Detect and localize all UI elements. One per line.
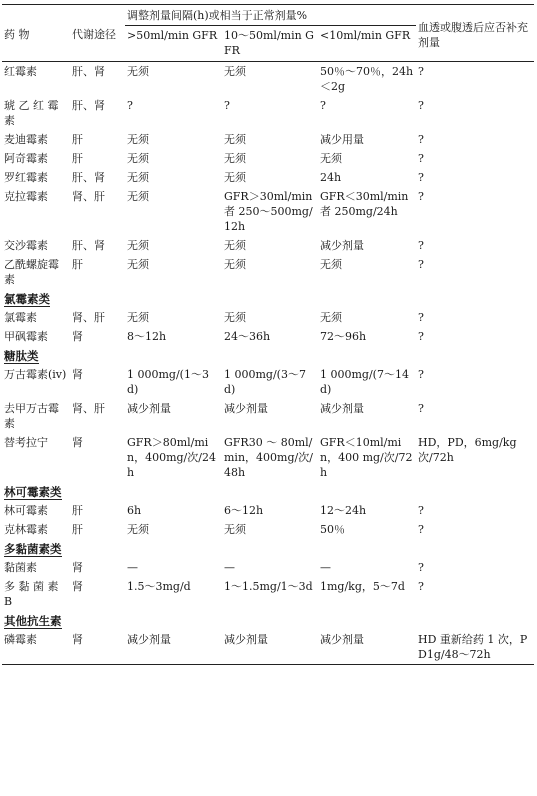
route-cell: 肝、肾 <box>72 65 105 78</box>
gfr-high-cell: 无须 <box>127 152 149 165</box>
route-cell: 肝、肾 <box>72 239 105 252</box>
gfr-mid-cell: GFR30 ～ 80ml/min，400mg/次/48h <box>224 436 313 479</box>
category-row <box>2 482 534 501</box>
route-cell: 肝 <box>72 504 83 517</box>
table-row <box>2 433 534 482</box>
table-row <box>2 327 534 346</box>
gfr-mid-cell: 1～1.5mg/1～3d <box>224 580 313 593</box>
table-header <box>2 5 534 62</box>
gfr-high-cell: 1.5～3mg/d <box>127 580 191 593</box>
table-row <box>2 62 534 97</box>
dosage-adjustment-table <box>2 4 534 665</box>
header-route: 代谢途径 <box>70 5 125 62</box>
category-title: 其他抗生素 <box>4 614 62 628</box>
table-body <box>2 62 534 665</box>
drug-name-cell: 克拉霉素 <box>4 190 48 203</box>
route-cell: 肾、肝 <box>72 402 105 415</box>
gfr-high-cell: 无须 <box>127 239 149 252</box>
dialysis-cell: ? <box>418 190 424 203</box>
gfr-mid-cell: 无须 <box>224 65 246 78</box>
table-row <box>2 558 534 577</box>
gfr-low-cell: 减少剂量 <box>320 402 364 415</box>
table-row <box>2 255 534 289</box>
gfr-low-cell: 无须 <box>320 311 342 324</box>
gfr-high-cell: 1 000mg/(1～3d) <box>127 368 209 396</box>
gfr-mid-cell: 无须 <box>224 311 246 324</box>
gfr-low-cell: GFR＜30ml/min 者 250mg/24h <box>320 190 409 218</box>
table-row <box>2 130 534 149</box>
dialysis-cell: ? <box>418 258 424 271</box>
header-gfr-mid: 10～50ml/min GFR <box>222 26 318 62</box>
gfr-mid-cell: 无须 <box>224 171 246 184</box>
drug-name-cell: 罗红霉素 <box>4 171 48 184</box>
drug-name-cell: 氯霉素 <box>4 311 37 324</box>
category-title: 氯霉素类 <box>4 292 50 306</box>
gfr-low-cell: 72～96h <box>320 330 367 343</box>
gfr-mid-cell: 无须 <box>224 152 246 165</box>
gfr-mid-cell: 减少剂量 <box>224 633 268 646</box>
gfr-high-cell: 无须 <box>127 523 149 536</box>
gfr-low-cell: 减少剂量 <box>320 239 364 252</box>
dialysis-cell: ? <box>418 561 424 574</box>
gfr-high-cell: 无须 <box>127 311 149 324</box>
route-cell: 肝 <box>72 152 83 165</box>
drug-name-cell: 克林霉素 <box>4 523 48 536</box>
gfr-mid-cell: 减少剂量 <box>224 402 268 415</box>
drug-name-cell: 多 黏 菌 素 B <box>4 580 59 608</box>
gfr-mid-cell: 6～12h <box>224 504 264 517</box>
gfr-mid-cell: 无须 <box>224 239 246 252</box>
table-row <box>2 236 534 255</box>
gfr-high-cell: 6h <box>127 504 142 517</box>
gfr-high-cell: GFR＞80ml/min，400mg/次/24h <box>127 436 216 479</box>
dialysis-cell: ? <box>418 239 424 252</box>
dialysis-cell: ? <box>418 65 424 78</box>
header-gfr-high: >50ml/min GFR <box>125 26 222 62</box>
category-row <box>2 346 534 365</box>
gfr-mid-cell: GFR＞30ml/min 者 250～500mg/12h <box>224 190 313 233</box>
gfr-mid-cell: 1 000mg/(3～7d) <box>224 368 306 396</box>
drug-name-cell: 交沙霉素 <box>4 239 48 252</box>
drug-name-cell: 甲砜霉素 <box>4 330 48 343</box>
gfr-low-cell: 无须 <box>320 152 342 165</box>
gfr-low-cell: 1mg/kg，5～7d <box>320 580 405 593</box>
gfr-low-cell: 减少用量 <box>320 133 364 146</box>
route-cell: 肾 <box>72 368 83 381</box>
route-cell: 肾 <box>72 436 83 449</box>
drug-name-cell: 去甲万古霉素 <box>4 402 59 430</box>
table-row <box>2 365 534 399</box>
dialysis-cell: ? <box>418 99 424 112</box>
drug-name-cell: 磷霉素 <box>4 633 37 646</box>
dialysis-cell: ? <box>418 330 424 343</box>
category-title: 糖肽类 <box>4 349 39 363</box>
table-row <box>2 187 534 236</box>
gfr-low-cell: — <box>320 561 331 574</box>
dialysis-cell: HD，PD，6mg/kg 次/72h <box>418 436 517 464</box>
gfr-high-cell: 8～12h <box>127 330 167 343</box>
dialysis-cell: ? <box>418 523 424 536</box>
gfr-high-cell: 减少剂量 <box>127 633 171 646</box>
dialysis-cell: ? <box>418 152 424 165</box>
table-row <box>2 520 534 539</box>
route-cell: 肾 <box>72 330 83 343</box>
gfr-mid-cell: — <box>224 561 235 574</box>
gfr-high-cell: 无须 <box>127 171 149 184</box>
gfr-high-cell: 无须 <box>127 133 149 146</box>
drug-name-cell: 红霉素 <box>4 65 37 78</box>
route-cell: 肝、肾 <box>72 171 105 184</box>
gfr-mid-cell: 无须 <box>224 258 246 271</box>
drug-name-cell: 阿奇霉素 <box>4 152 48 165</box>
category-row <box>2 289 534 308</box>
gfr-high-cell: 减少剂量 <box>127 402 171 415</box>
gfr-mid-cell: ? <box>224 99 230 112</box>
route-cell: 肾、肝 <box>72 311 105 324</box>
table-row <box>2 577 534 611</box>
gfr-high-cell: 无须 <box>127 190 149 203</box>
dialysis-cell: ? <box>418 580 424 593</box>
dialysis-cell: ? <box>418 368 424 381</box>
gfr-low-cell: 24h <box>320 171 342 184</box>
route-cell: 肝、肾 <box>72 99 105 112</box>
drug-name-cell: 替考拉宁 <box>4 436 48 449</box>
header-gfr-low: <10ml/min GFR <box>318 26 416 62</box>
table-row <box>2 308 534 327</box>
drug-name-cell: 万古霉素(iv) <box>4 368 67 381</box>
gfr-low-cell: GFR＜10ml/min，400 mg/次/72h <box>320 436 413 479</box>
drug-name-cell: 林可霉素 <box>4 504 48 517</box>
table-row <box>2 501 534 520</box>
dialysis-cell: ? <box>418 402 424 415</box>
dialysis-cell: ? <box>418 311 424 324</box>
gfr-low-cell: 50％ <box>320 523 345 536</box>
gfr-high-cell: — <box>127 561 138 574</box>
gfr-mid-cell: 无须 <box>224 133 246 146</box>
gfr-low-cell: 12～24h <box>320 504 367 517</box>
drug-name-cell: 琥 乙 红 霉素 <box>4 99 59 127</box>
drug-name-cell: 黏菌素 <box>4 561 37 574</box>
header-drug: 药 物 <box>2 5 70 62</box>
table-row <box>2 630 534 665</box>
gfr-high-cell: 无须 <box>127 258 149 271</box>
table-row <box>2 168 534 187</box>
dialysis-cell: ? <box>418 504 424 517</box>
route-cell: 肾 <box>72 580 83 593</box>
drug-name-cell: 乙酰螺旋霉素 <box>4 258 59 286</box>
route-cell: 肾 <box>72 561 83 574</box>
category-title: 多黏菌素类 <box>4 542 62 556</box>
gfr-low-cell: 减少剂量 <box>320 633 364 646</box>
table-row <box>2 96 534 130</box>
route-cell: 肾 <box>72 633 83 646</box>
gfr-low-cell: 50％～70％，24h＜2g <box>320 65 414 93</box>
category-row <box>2 611 534 630</box>
gfr-high-cell: ? <box>127 99 133 112</box>
gfr-low-cell: ? <box>320 99 326 112</box>
route-cell: 肝 <box>72 133 83 146</box>
category-row <box>2 539 534 558</box>
gfr-high-cell: 无须 <box>127 65 149 78</box>
table-row <box>2 399 534 433</box>
gfr-low-cell: 无须 <box>320 258 342 271</box>
gfr-low-cell: 1 000mg/(7～14d) <box>320 368 409 396</box>
route-cell: 肝 <box>72 523 83 536</box>
table-row <box>2 149 534 168</box>
dialysis-cell: ? <box>418 171 424 184</box>
header-adjust-group: 调整剂量间隔(h)或相当于正常剂量% <box>125 5 416 26</box>
category-title: 林可霉素类 <box>4 485 62 499</box>
gfr-mid-cell: 无须 <box>224 523 246 536</box>
route-cell: 肾、肝 <box>72 190 105 203</box>
header-dialysis: 血透或腹透后应否补充剂量 <box>416 5 534 62</box>
route-cell: 肝 <box>72 258 83 271</box>
dialysis-cell: ? <box>418 133 424 146</box>
dialysis-cell: HD 重新给药 1 次，PD1g/48～72h <box>418 633 528 661</box>
gfr-mid-cell: 24～36h <box>224 330 271 343</box>
drug-name-cell: 麦迪霉素 <box>4 133 48 146</box>
